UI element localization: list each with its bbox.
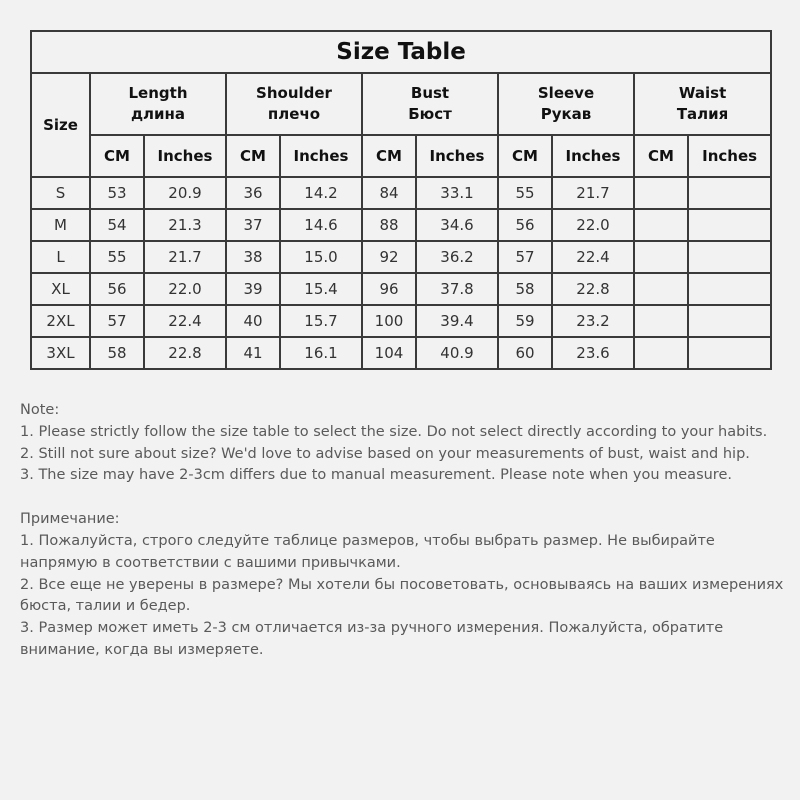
bust-inches-cell: 36.2 [416, 241, 498, 273]
length-inches-cell: 21.7 [144, 241, 226, 273]
unit-header-inches: Inches [688, 135, 771, 177]
size-cell: L [31, 241, 90, 273]
shoulder-cm-cell: 37 [226, 209, 280, 241]
shoulder-cm-cell: 39 [226, 273, 280, 305]
sleeve-cm-cell: 59 [498, 305, 552, 337]
unit-header-cm: CM [90, 135, 144, 177]
length-cm-cell: 54 [90, 209, 144, 241]
length-header-en: Length [128, 84, 188, 102]
table-title: Size Table [31, 31, 771, 73]
length-cm-cell: 53 [90, 177, 144, 209]
table-row [31, 177, 771, 209]
length-inches-cell: 22.4 [144, 305, 226, 337]
shoulder-inches-cell: 15.0 [280, 241, 362, 273]
shoulder-header-en: Shoulder [256, 84, 332, 102]
bust-cm-cell: 104 [362, 337, 416, 369]
bust-cm-cell: 84 [362, 177, 416, 209]
unit-header-cm: CM [498, 135, 552, 177]
waist-cm-cell [634, 337, 688, 369]
size-column-header: Size [31, 73, 90, 177]
waist-inches-cell [688, 177, 771, 209]
notes-english [20, 400, 790, 487]
length-cm-cell: 58 [90, 337, 144, 369]
bust-cm-cell: 92 [362, 241, 416, 273]
table-row [31, 337, 771, 369]
size-cell: M [31, 209, 90, 241]
bust-cm-cell: 100 [362, 305, 416, 337]
note-item-ru: 3. Размер может иметь 2-3 см отличается из-за ручного измерения. Пожалуйста, обратите внимание, когда вы измеряете. [20, 620, 724, 658]
waist-inches-cell [688, 337, 771, 369]
notes-russian [20, 509, 790, 662]
sleeve-header-en: Sleeve [537, 84, 595, 102]
sleeve-inches-cell: 22.0 [552, 209, 634, 241]
shoulder-inches-cell: 16.1 [280, 337, 362, 369]
waist-inches-cell [688, 241, 771, 273]
bust-header-ru: Бюст [408, 105, 452, 123]
table-row [31, 209, 771, 241]
waist-cm-cell [634, 209, 688, 241]
sleeve-inches-cell: 22.8 [552, 273, 634, 305]
notes-section [20, 400, 790, 662]
note-item-en: 2. Still not sure about size? We'd love to advise based on your measurements of bust, waist and hip. [20, 445, 750, 462]
sleeve-cm-cell: 58 [498, 273, 552, 305]
note-item-en: 3. The size may have 2-3cm differs due to manual measurement. Please note when you measure. [20, 467, 732, 484]
sleeve-header-ru: Рукав [540, 105, 592, 123]
waist-inches-cell [688, 305, 771, 337]
sleeve-cm-cell: 57 [498, 241, 552, 273]
unit-header-inches: Inches [144, 135, 226, 177]
bust-inches-cell: 34.6 [416, 209, 498, 241]
bust-cm-cell: 96 [362, 273, 416, 305]
shoulder-header [226, 73, 362, 135]
size-cell: XL [31, 273, 90, 305]
length-cm-cell: 56 [90, 273, 144, 305]
sleeve-inches-cell: 23.2 [552, 305, 634, 337]
shoulder-cm-cell: 41 [226, 337, 280, 369]
note-item-en: 1. Please strictly follow the size table to select the size. Do not select directly according to your habits. [20, 423, 768, 440]
sleeve-inches-cell: 23.6 [552, 337, 634, 369]
shoulder-header-ru: плечо [267, 105, 321, 123]
length-inches-cell: 22.0 [144, 273, 226, 305]
waist-header-en: Waist [678, 84, 727, 102]
unit-header-cm: CM [226, 135, 280, 177]
shoulder-inches-cell: 14.2 [280, 177, 362, 209]
notes-heading-ru: Примечание: [20, 511, 120, 528]
waist-cm-cell [634, 177, 688, 209]
bust-header [362, 73, 498, 135]
size-cell: 3XL [31, 337, 90, 369]
sleeve-inches-cell: 22.4 [552, 241, 634, 273]
length-header [90, 73, 226, 135]
unit-header-inches: Inches [280, 135, 362, 177]
length-cm-cell: 57 [90, 305, 144, 337]
bust-inches-cell: 40.9 [416, 337, 498, 369]
sleeve-header [498, 73, 634, 135]
length-inches-cell: 20.9 [144, 177, 226, 209]
size-cell: 2XL [31, 305, 90, 337]
bust-inches-cell: 33.1 [416, 177, 498, 209]
sleeve-cm-cell: 55 [498, 177, 552, 209]
size-cell: S [31, 177, 90, 209]
shoulder-inches-cell: 15.7 [280, 305, 362, 337]
waist-header-ru: Талия [676, 105, 729, 123]
bust-cm-cell: 88 [362, 209, 416, 241]
unit-header-cm: CM [634, 135, 688, 177]
sleeve-cm-cell: 60 [498, 337, 552, 369]
unit-header-inches: Inches [552, 135, 634, 177]
length-inches-cell: 21.3 [144, 209, 226, 241]
table-row [31, 305, 771, 337]
shoulder-inches-cell: 15.4 [280, 273, 362, 305]
sleeve-inches-cell: 21.7 [552, 177, 634, 209]
shoulder-cm-cell: 36 [226, 177, 280, 209]
shoulder-cm-cell: 38 [226, 241, 280, 273]
note-item-ru: 2. Все еще не уверены в размере? Мы хотели бы посоветовать, основываясь на ваших измерениях бюста, талии и бедер. [20, 576, 784, 615]
table-row [31, 241, 771, 273]
unit-header-inches: Inches [416, 135, 498, 177]
note-item-ru: 1. Пожалуйста, строго следуйте таблице размеров, чтобы выбрать размер. Не выбирайте напрямую в соответствии с вашими привычками. [20, 532, 715, 571]
waist-inches-cell [688, 209, 771, 241]
size-table [30, 30, 772, 370]
bust-inches-cell: 37.8 [416, 273, 498, 305]
length-cm-cell: 55 [90, 241, 144, 273]
bust-inches-cell: 39.4 [416, 305, 498, 337]
waist-cm-cell [634, 241, 688, 273]
waist-cm-cell [634, 305, 688, 337]
bust-header-en: Bust [410, 84, 450, 102]
waist-cm-cell [634, 273, 688, 305]
waist-header [634, 73, 771, 135]
table-row [31, 273, 771, 305]
length-header-ru: длина [130, 105, 186, 123]
shoulder-inches-cell: 14.6 [280, 209, 362, 241]
unit-header-cm: CM [362, 135, 416, 177]
shoulder-cm-cell: 40 [226, 305, 280, 337]
waist-inches-cell [688, 273, 771, 305]
notes-heading-en: Note: [20, 402, 60, 418]
sleeve-cm-cell: 56 [498, 209, 552, 241]
length-inches-cell: 22.8 [144, 337, 226, 369]
